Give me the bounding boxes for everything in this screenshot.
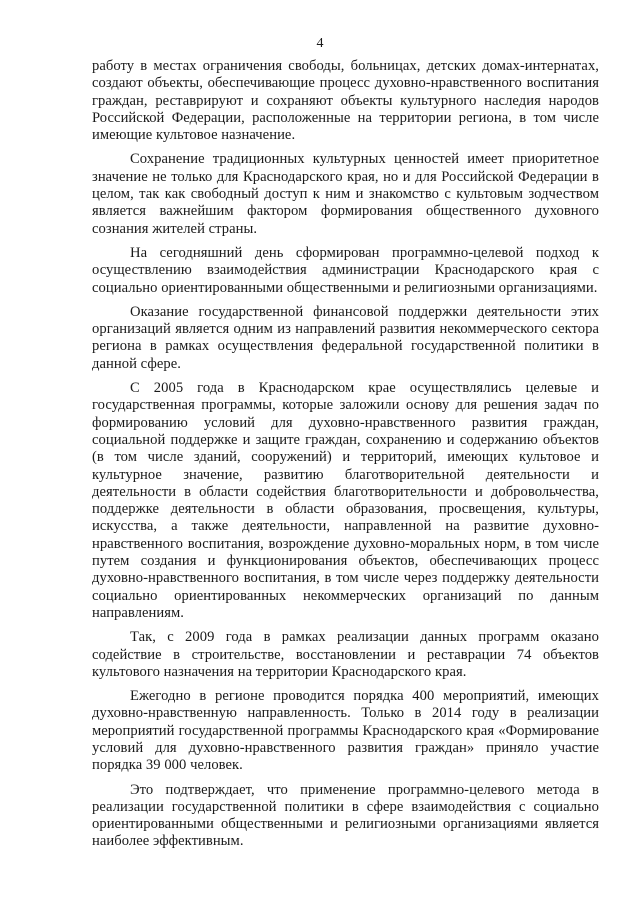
page-number: 4	[316, 36, 324, 51]
paragraph-programs-since-2005: С 2005 года в Краснодарском крае осуществлялись целевые и государственная программы, которые заложили основу для решения задач по формированию условий для духовно-нравственного развития граждан, социальной поддержке и защите граждан, сохранению и содержанию объектов (в том числе зданий, сооружений) и территорий, имеющих культовое и культурное значение, развитию благотворительной деятельности и деятельности в области содействия благотворительности и добровольчества, поддержке деятельности в области образования, просвещения, культуры, искусства, а также деятельности, направленной на развитие духовно-нравственного воспитания, возрождение духовно-моральных норм, в том числе путем создания и функционирования объектов, обеспечивающих процесс духовно-нравственного воспитания, в том числе через поддержку деятельности социально ориентированных некоммерческих организаций по данным направлениям.	[92, 380, 599, 621]
paragraph-continuation: работу в местах ограничения свободы, больницах, детских домах-интернатах, создают объекты, обеспечивающие процесс духовно-нравственного воспитания граждан, реставрируют и сохраняют объекты культурного наследия народов Российской Федерации, расположенные на территории региона, в том числе имеющие культовое назначение.	[92, 58, 599, 144]
paragraph-traditional-values: Сохранение традиционных культурных ценностей имеет приоритетное значение не только для Краснодарского края, но и для Российской Федерации в целом, так как свободный доступ к ним и знакомство с культовым зодчеством является важнейшим фактором формирования общественного духовного сознания жителей страны.	[92, 151, 599, 237]
paragraph-annual-events: Ежегодно в регионе проводится порядка 400 мероприятий, имеющих духовно-нравственную направленность. Только в 2014 году в реализации мероприятий государственной программы Краснодарского края «Формирование условий для духовно-нравственного развития граждан» приняло участие порядка 39 000 человек.	[92, 688, 599, 774]
paragraph-objects-restored: Так, с 2009 года в рамках реализации данных программ оказано содействие в строительстве, восстановлении и реставрации 74 объектов культового назначения на территории Краснодарского края.	[92, 629, 599, 680]
paragraph-conclusion: Это подтверждает, что применение программно-целевого метода в реализации государственной политики в сфере взаимодействия с социально ориентированными общественными и религиозными организациями является наиболее эффективным.	[92, 781, 599, 850]
paragraph-financial-support: Оказание государственной финансовой поддержки деятельности этих организаций является одним из направлений развития некоммерческого сектора региона в рамках осуществления федеральной государственной политики в данной сфере.	[92, 303, 599, 372]
paragraph-program-approach: На сегодняшний день сформирован программно-целевой подход к осуществлению взаимодействия администрации Краснодарского края с социально ориентированными общественными и религиозными организациями.	[92, 244, 599, 296]
document-body	[92, 58, 599, 858]
